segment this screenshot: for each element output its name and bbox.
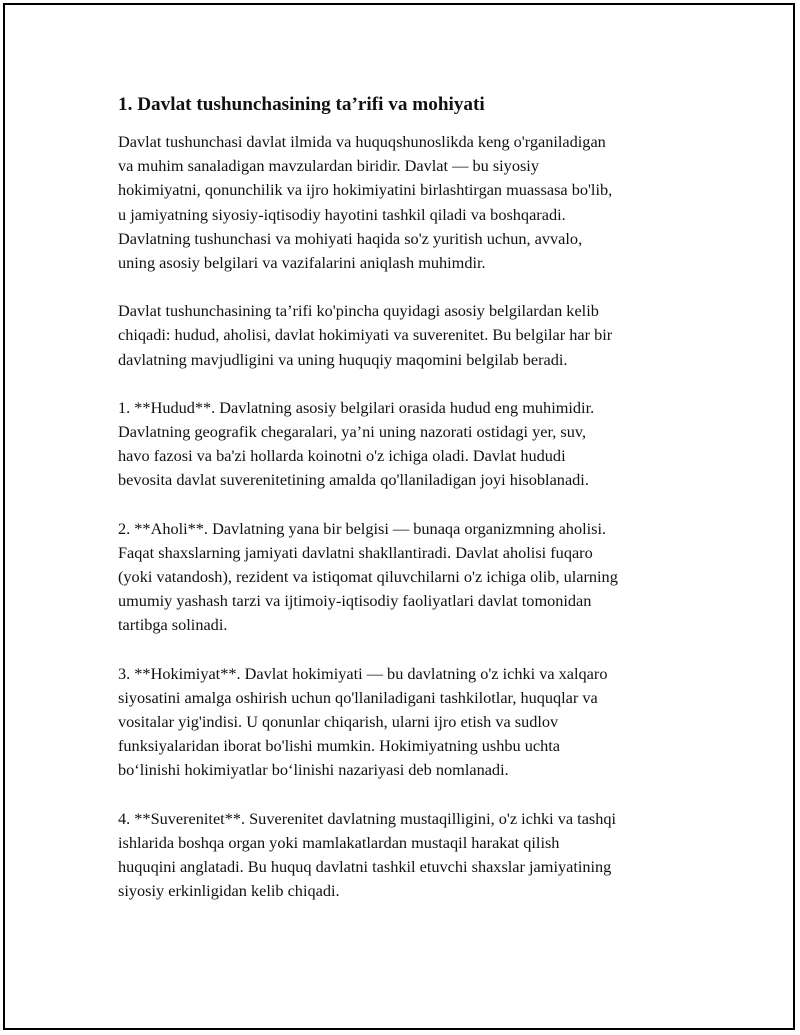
text-line: bo‘linishi hokimiyatlar bo‘linishi nazariyasi deb nomlanadi. <box>118 760 509 780</box>
text-line: chiqadi: hudud, aholisi, davlat hokimiyati va suverenitet. Bu belgilar har bir <box>118 325 613 345</box>
document-body <box>118 92 698 927</box>
text-line: siyosiy erkinligidan kelib chiqadi. <box>118 881 340 901</box>
paragraph-definition <box>118 299 698 372</box>
text-line: 3. **Hokimiyat**. Davlat hokimiyati — bu davlatning o'z ichki va xalqaro <box>118 663 608 683</box>
text-line: tartibga solinadi. <box>118 615 228 635</box>
text-line: vositalar yig'indisi. U qonunlar chiqarish, ularni ijro etish va sudlov <box>118 712 559 732</box>
text-line: havo fazosi va ba'zi hollarda koinotni o'z ichiga oladi. Davlat hududi <box>118 446 566 466</box>
text-line: va muhim sanaladigan mavzulardan biridir. Davlat — bu siyosiy <box>118 156 539 176</box>
paragraph-territory <box>118 396 698 493</box>
text-line: Davlat tushunchasining ta’rifi ko'pincha quyidagi asosiy belgilardan kelib <box>118 301 599 321</box>
section-heading: 1. Davlat tushunchasining ta’rifi va mohiyati <box>118 94 485 115</box>
text-line: ishlarida boshqa organ yoki mamlakatlardan mustaqil harakat qilish <box>118 832 560 852</box>
paragraph-population <box>118 517 698 638</box>
text-line: huquqini anglatadi. Bu huquq davlatni tashkil etuvchi shaxslar jamiyatining <box>118 857 612 877</box>
text-line: umumiy yashash tarzi va ijtimoiy-iqtisodiy faoliyatlari davlat tomonidan <box>118 591 592 611</box>
text-line: uning asosiy belgilari va vazifalarini aniqlash muhimdir. <box>118 253 486 273</box>
text-line: 4. **Suverenitet**. Suverenitet davlatning mustaqilligini, o'z ichki va tashqi <box>118 808 617 828</box>
paragraph-intro <box>118 130 698 275</box>
text-line: Davlatning tushunchasi va mohiyati haqida so'z yuritish uchun, avvalo, <box>118 228 583 248</box>
text-line: Davlatning geografik chegaralari, ya’ni uning nazorati ostidagi yer, suv, <box>118 422 587 442</box>
text-line: Faqat shaxslarning jamiyati davlatni shakllantiradi. Davlat aholisi fuqaro <box>118 542 593 562</box>
text-line: 2. **Aholi**. Davlatning yana bir belgisi — bunaqa organizmning aholisi. <box>118 518 607 538</box>
text-line: bevosita davlat suverenitetining amalda qo'llaniladigan joyi hisoblanadi. <box>118 470 589 490</box>
text-line: (yoki vatandosh), rezident va istiqomat qiluvchilarni o'z ichiga olib, ularning <box>118 567 618 587</box>
text-line: u jamiyatning siyosiy-iqtisodiy hayotini tashkil qiladi va boshqaradi. <box>118 204 566 224</box>
text-line: Davlat tushunchasi davlat ilmida va huquqshunoslikda keng o'rganiladigan <box>118 132 606 151</box>
paragraph-authority <box>118 662 698 783</box>
text-line: davlatning mavjudligini va uning huquqiy maqomini belgilab beradi. <box>118 349 568 369</box>
text-line: siyosatini amalga oshirish uchun qo'llaniladigani tashkilotlar, huquqlar va <box>118 687 598 707</box>
text-line: hokimiyatni, qonunchilik va ijro hokimiyatini birlashtirgan muassasa bo'lib, <box>118 180 613 200</box>
text-line: funksiyalaridan iborat bo'lishi mumkin. Hokimiyatning ushbu uchta <box>118 736 561 756</box>
text-line: 1. **Hudud**. Davlatning asosiy belgilari orasida hudud eng muhimidir. <box>118 397 595 417</box>
paragraph-sovereignty <box>118 807 698 904</box>
